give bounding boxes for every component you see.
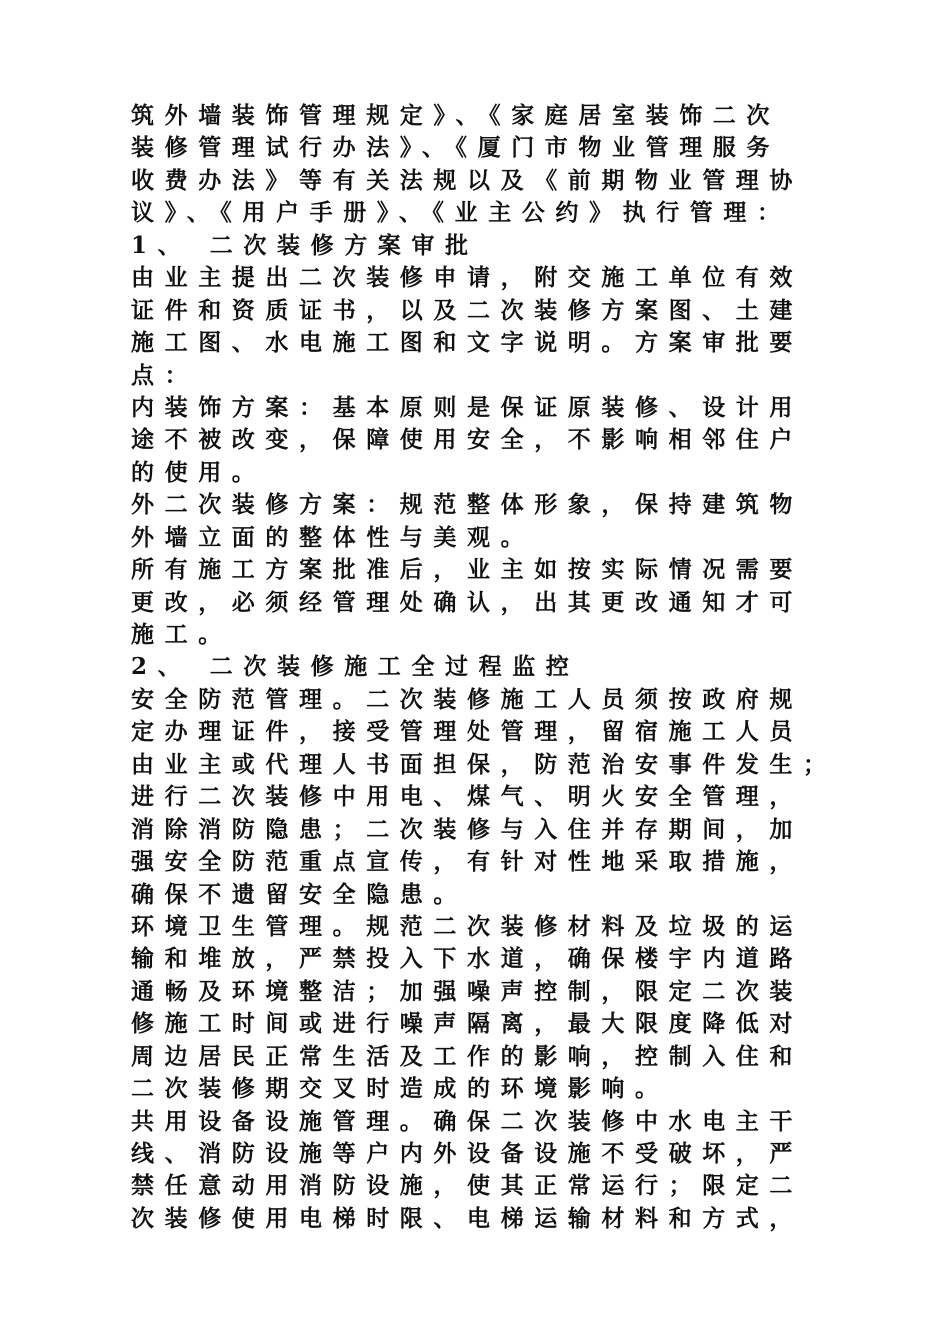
text-line: 通畅及环境整洁；加强噪声控制，限定二次装 — [131, 977, 803, 1005]
text-line: 收费办法》等有关法规以及《前期物业管理协 — [131, 166, 803, 194]
text-line: 周边居民正常生活及工作的影响，控制入住和 — [131, 1042, 803, 1070]
text-line: 外二次装修方案：规范整体形象，保持建筑物 — [131, 491, 803, 519]
text-line: 途不被改变，保障使用安全，不影响相邻住户 — [131, 426, 803, 454]
text-line: 共用设备设施管理。确保二次装修中水电主干 — [131, 1107, 803, 1135]
text-line: 二次装修期交叉时造成的环境影响。 — [131, 1075, 669, 1103]
text-line: 所有施工方案批准后，业主如按实际情况需要 — [131, 556, 803, 584]
text-line: 次装修使用电梯时限、电梯运输材料和方式， — [131, 1204, 803, 1232]
text-line: 议》、《用户手册》、《业主公约》执行管理： — [131, 199, 791, 227]
text-line: 筑外墙装饰管理规定》、《家庭居室装饰二次 — [131, 102, 780, 129]
text-line: 更改，必须经管理处确认，出其更改通知才可 — [131, 588, 803, 616]
text-line: 消除消防隐患；二次装修与入住并存期间，加 — [131, 815, 803, 843]
text-line: 线、消防设施等户内外设备设施不受破坏，严 — [131, 1140, 803, 1167]
text-line: 强安全防范重点宣传，有针对性地采取措施， — [131, 848, 803, 876]
text-line: 外墙立面的整体性与美观。 — [131, 523, 535, 551]
text-line: 内装饰方案：基本原则是保证原装修、设计用 — [131, 393, 803, 421]
text-line: 证件和资质证书，以及二次装修方案图、土建 — [131, 296, 803, 324]
text-line: 安全防范管理。二次装修施工人员须按政府规 — [131, 685, 803, 713]
text-line: 施工。 — [131, 621, 232, 648]
text-line: 进行二次装修中用电、煤气、明火安全管理， — [131, 783, 803, 811]
text-line: 修施工时间或进行噪声隔离，最大限度降低对 — [131, 1010, 803, 1038]
text-line: 点： — [131, 361, 199, 389]
text-line: 由业主或代理人书面担保，防范治安事件发生； — [131, 750, 837, 778]
text-line: 装修管理试行办法》、《厦门市物业管理服务 — [131, 134, 780, 162]
text-line: 由业主提出二次装修申请，附交施工单位有效 — [131, 264, 803, 292]
section-heading: 1、 二次装修方案审批 — [131, 231, 479, 259]
text-line: 禁任意动用消防设施，使其正常运行；限定二 — [131, 1172, 803, 1200]
text-line: 输和堆放，严禁投入下水道，确保楼宇内道路 — [131, 945, 803, 973]
text-line: 环境卫生管理。规范二次装修材料及垃圾的运 — [131, 912, 803, 940]
text-line: 定办理证件，接受管理处管理，留宿施工人员 — [131, 718, 803, 746]
text-line: 确保不遗留安全隐患。 — [131, 880, 467, 908]
section-heading: 2、 二次装修施工全过程监控 — [131, 653, 580, 681]
text-line: 的使用。 — [131, 458, 266, 486]
document-body — [131, 100, 837, 1235]
text-line: 施工图、水电施工图和文字说明。方案审批要 — [131, 329, 803, 357]
